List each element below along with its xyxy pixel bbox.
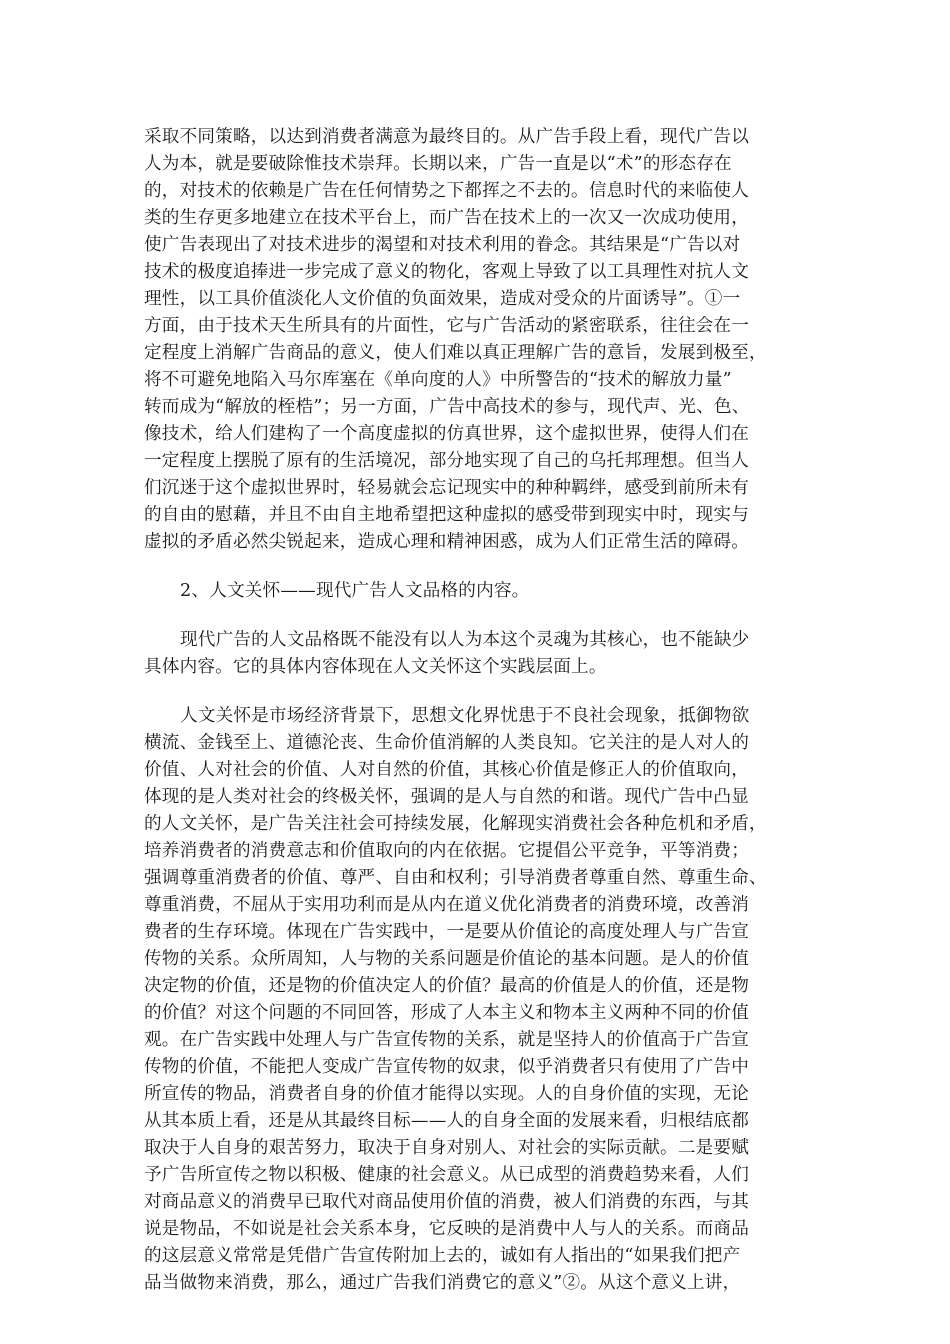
text-line: 技术的极度追捧进一步完成了意义的物化，客观上导致了以工具理性对抗人文 [144, 262, 749, 282]
text-line: 方面，由于技术天生所具有的片面性，它与广告活动的紧密联系，往往会在一 [144, 316, 749, 336]
paragraph-spacer [144, 681, 808, 703]
text-line: 像技术，给人们建构了一个高度虚拟的仿真世界，这个虚拟世界，使得人们在 [144, 424, 749, 444]
text-line: 的价值？对这个问题的不同回答，形成了人本主义和物本主义两种不同的价值 [144, 1003, 749, 1023]
text-line: 理性，以工具价值淡化人文价值的负面效果，造成对受众的片面诱导”。①一 [144, 289, 741, 309]
text-line: 定程度上消解广告商品的意义，使人们难以真正理解广告的意旨，发展到极至， [144, 343, 767, 363]
text-line: 横流、金钱至上、道德沦丧、生命价值消解的人类良知。它关注的是人对人的 [144, 733, 749, 753]
text-line: 转而成为“解放的桎梏”；另一方面，广告中高技术的参与，现代声、光、色、 [144, 397, 750, 417]
text-line: 取决于人自身的艰苦努力，取决于自身对别人、对社会的实际贡献。二是要赋 [144, 1138, 749, 1158]
text-line: 采取不同策略，以达到消费者满意为最终目的。从广告手段上看，现代广告以 [144, 127, 749, 147]
section-heading-humanistic-care [144, 578, 808, 605]
paragraph-technology-critique [144, 124, 808, 556]
text-line: 具体内容。它的具体内容体现在人文关怀这个实践层面上。 [144, 657, 607, 677]
text-line: 培养消费者的消费意志和价值取向的内在依据。它提倡公平竞争，平等消费； [144, 841, 749, 861]
text-line: 予广告所宣传之物以积极、健康的社会意义。从已成型的消费趋势来看，人们 [144, 1165, 749, 1185]
text-line: 体现的是人类对社会的终极关怀，强调的是人与自然的和谐。现代广告中凸显 [144, 787, 749, 807]
paragraph-spacer [144, 556, 808, 578]
text-line: 说是物品，不如说是社会关系本身，它反映的是消费中人与人的关系。而商品 [144, 1219, 749, 1239]
text-line: 强调尊重消费者的价值、尊严、自由和权利；引导消费者尊重自然、尊重生命、 [144, 868, 767, 888]
text-line: 的自由的慰藉，并且不由自主地希望把这种虚拟的感受带到现实中时，现实与 [144, 505, 749, 525]
text-line: 传物的关系。众所周知，人与物的关系问题是价值论的基本问题。是人的价值 [144, 949, 749, 969]
text-line: 对商品意义的消费早已取代对商品使用价值的消费，被人们消费的东西，与其 [144, 1192, 749, 1212]
text-line: 从其本质上看，还是从其最终目标——人的自身全面的发展来看，归根结底都 [144, 1111, 749, 1131]
text-line: 的，对技术的依赖是广告在任何情势之下都挥之不去的。信息时代的来临使人 [144, 181, 749, 201]
text-line: 的这层意义常常是凭借广告宣传附加上去的，诚如有人指出的“如果我们把产 [144, 1246, 741, 1266]
paragraph-humanistic-content [144, 627, 808, 681]
text-line: 类的生存更多地建立在技术平台上，而广告在技术上的一次又一次成功使用， [144, 208, 749, 228]
text-line: 所宣传的物品，消费者自身的价值才能得以实现。人的自身价值的实现，无论 [144, 1084, 749, 1104]
text-line: 使广告表现出了对技术进步的渴望和对技术利用的眷念。其结果是“广告以对 [144, 235, 741, 255]
text-line: 人为本，就是要破除惟技术崇拜。长期以来，广告一直是以“术”的形态存在 [144, 154, 732, 174]
text-line: 人文关怀是市场经济背景下，思想文化界忧患于不良社会现象，抵御物欲 [180, 706, 750, 726]
text-line: 现代广告的人文品格既不能没有以人为本这个灵魂为其核心，也不能缺少 [180, 630, 750, 650]
text-line: 尊重消费，不屈从于实用功利而是从内在道义优化消费者的消费环境，改善消 [144, 895, 749, 915]
text-line: 将不可避免地陷入马尔库塞在《单向度的人》中所警告的“技术的解放力量” [144, 370, 732, 390]
text-line: 的人文关怀，是广告关注社会可持续发展，化解现实消费社会各种危机和矛盾， [144, 814, 767, 834]
text-line: 费者的生存环境。体现在广告实践中，一是要从价值论的高度处理人与广告宣 [144, 922, 749, 942]
text-line: 观。在广告实践中处理人与广告宣传物的关系，就是坚持人的价值高于广告宣 [144, 1030, 749, 1050]
text-line: 品当做物来消费，那么，通过广告我们消费它的意义”②。从这个意义上讲， [144, 1273, 741, 1293]
paragraph-spacer [144, 605, 808, 627]
section-heading: 2、人文关怀——现代广告人文品格的内容。 [180, 581, 530, 601]
text-line: 价值、人对社会的价值、人对自然的价值，其核心价值是修正人的价值取向， [144, 760, 749, 780]
text-line: 虚拟的矛盾必然尖锐起来，造成心理和精神困惑，成为人们正常生活的障碍。 [144, 532, 749, 552]
text-line: 一定程度上摆脱了原有的生活境况，部分地实现了自己的乌托邦理想。但当人 [144, 451, 749, 471]
paragraph-humanistic-care [144, 703, 808, 1297]
text-line: 传物的价值，不能把人变成广告宣传物的奴隶，似乎消费者只有使用了广告中 [144, 1057, 749, 1077]
text-line: 决定物的价值，还是物的价值决定人的价值？最高的价值是人的价值，还是物 [144, 976, 749, 996]
text-line: 们沉迷于这个虚拟世界时，轻易就会忘记现实中的种种羁绊，感受到前所未有 [144, 478, 749, 498]
document-body [144, 124, 808, 1297]
